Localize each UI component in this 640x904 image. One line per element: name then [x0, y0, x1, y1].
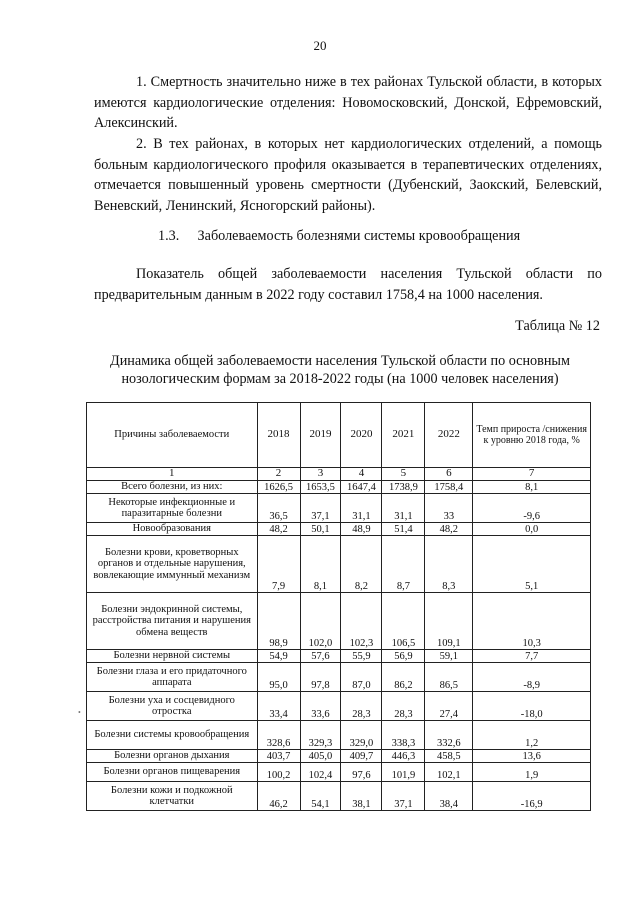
row-year-value: 57,6: [300, 650, 341, 663]
row-year-value: 50,1: [300, 523, 341, 536]
row-growth-value: 5,1: [473, 536, 591, 593]
row-year-value: 59,1: [425, 650, 473, 663]
row-year-value: 54,9: [257, 650, 300, 663]
row-year-value: 55,9: [341, 650, 382, 663]
row-growth-value: 0,0: [473, 523, 591, 536]
row-year-value: 409,7: [341, 750, 382, 763]
row-year-value: 328,6: [257, 721, 300, 750]
row-label: Болезни кожи и подкожной клетчатки: [87, 782, 258, 811]
row-label: Болезни уха и сосцевидного отростка: [87, 692, 258, 721]
table-row: [87, 536, 591, 593]
row-year-value: 31,1: [382, 494, 425, 523]
row-year-value: 33,6: [300, 692, 341, 721]
section-number: 1.3.: [158, 228, 180, 244]
row-growth-value: 13,6: [473, 750, 591, 763]
column-number: 4: [341, 468, 382, 481]
row-year-value: 37,1: [300, 494, 341, 523]
row-year-value: 37,1: [382, 782, 425, 811]
row-year-value: 33,4: [257, 692, 300, 721]
row-label: Болезни нервной системы: [87, 650, 258, 663]
row-label: Болезни эндокринной системы, расстройства питания и нарушения обмена веществ: [87, 593, 258, 650]
row-year-value: 48,9: [341, 523, 382, 536]
paragraph-3: Показатель общей заболеваемости населения Тульской области по предварительным данным в 2022 году составил 1758,4 на 1000 населения.: [94, 266, 602, 303]
row-label: Новообразования: [87, 523, 258, 536]
column-number: 3: [300, 468, 341, 481]
row-year-value: 56,9: [382, 650, 425, 663]
row-label: Всего болезни, из них:: [87, 481, 258, 494]
table-row: [87, 721, 591, 750]
row-growth-value: 10,3: [473, 593, 591, 650]
row-year-value: 86,5: [425, 663, 473, 692]
header-2018: 2018: [257, 403, 300, 468]
row-growth-value: -16,9: [473, 782, 591, 811]
section-title: Заболеваемость болезнями системы кровообращения: [197, 228, 521, 244]
row-year-value: 102,1: [425, 763, 473, 782]
table-row: [87, 650, 591, 663]
paragraph-2: 2. В тех районах, в которых нет кардиологических отделений, а помощь больным кардиологического профиля оказывается в терапевтических отделениях, отмечается повышенный уровень смертности (Дубенский, Заокский, Белевский, Веневский, Ленинский, Ясногорский районы).: [94, 136, 602, 214]
header-2019: 2019: [300, 403, 341, 468]
row-year-value: 8,7: [382, 536, 425, 593]
column-number: 7: [473, 468, 591, 481]
row-year-value: 102,0: [300, 593, 341, 650]
header-2022: 2022: [425, 403, 473, 468]
row-year-value: 86,2: [382, 663, 425, 692]
row-year-value: 329,3: [300, 721, 341, 750]
row-year-value: 28,3: [382, 692, 425, 721]
row-year-value: 329,0: [341, 721, 382, 750]
column-number-row: [87, 468, 591, 481]
row-year-value: 31,1: [341, 494, 382, 523]
row-year-value: 109,1: [425, 593, 473, 650]
table-row: [87, 750, 591, 763]
row-year-value: 100,2: [257, 763, 300, 782]
row-year-value: 338,3: [382, 721, 425, 750]
row-label: Болезни органов пищеварения: [87, 763, 258, 782]
row-year-value: 38,4: [425, 782, 473, 811]
row-year-value: 1626,5: [257, 481, 300, 494]
row-year-value: 46,2: [257, 782, 300, 811]
header-growth-rate: Темп прироста /снижения к уровню 2018 года, %: [473, 403, 591, 468]
table-row: [87, 663, 591, 692]
row-year-value: 97,8: [300, 663, 341, 692]
table-row: [87, 494, 591, 523]
row-year-value: 102,4: [300, 763, 341, 782]
table-row: [87, 593, 591, 650]
row-year-value: 36,5: [257, 494, 300, 523]
row-year-value: 48,2: [257, 523, 300, 536]
section-heading: [158, 228, 520, 245]
row-year-value: 27,4: [425, 692, 473, 721]
column-number: 5: [382, 468, 425, 481]
row-year-value: 8,2: [341, 536, 382, 593]
row-year-value: 48,2: [425, 523, 473, 536]
row-year-value: 33: [425, 494, 473, 523]
table-row: [87, 763, 591, 782]
page-number: 20: [313, 38, 327, 53]
row-year-value: 38,1: [341, 782, 382, 811]
row-year-value: 332,6: [425, 721, 473, 750]
header-2021: 2021: [382, 403, 425, 468]
row-year-value: 95,0: [257, 663, 300, 692]
row-year-value: 1738,9: [382, 481, 425, 494]
table-row: [87, 481, 591, 494]
table-header-row: [87, 403, 591, 468]
row-year-value: 8,1: [300, 536, 341, 593]
row-year-value: 8,3: [425, 536, 473, 593]
row-year-value: 106,5: [382, 593, 425, 650]
row-year-value: 87,0: [341, 663, 382, 692]
row-year-value: 28,3: [341, 692, 382, 721]
column-number: 6: [425, 468, 473, 481]
row-growth-value: 1,2: [473, 721, 591, 750]
row-growth-value: -9,6: [473, 494, 591, 523]
row-year-value: 458,5: [425, 750, 473, 763]
paragraph-1: 1. Смертность значительно ниже в тех районах Тульской области, в которых имеются кардиологические отделения: Новомосковский, Донской, Ефремовский, Алексинский.: [94, 74, 602, 131]
row-growth-value: 1,9: [473, 763, 591, 782]
table-row: [87, 782, 591, 811]
row-year-value: 7,9: [257, 536, 300, 593]
table-row: [87, 692, 591, 721]
row-year-value: 97,6: [341, 763, 382, 782]
row-year-value: 102,3: [341, 593, 382, 650]
row-label: Болезни системы кровообращения: [87, 721, 258, 750]
morbidity-table: [86, 402, 591, 811]
table-caption: Динамика общей заболеваемости населения Тульской области по основным нозологическим формам за 2018-2022 годы (на 1000 человек населения): [110, 353, 570, 387]
row-growth-value: 8,1: [473, 481, 591, 494]
column-number: 2: [257, 468, 300, 481]
table-row: [87, 523, 591, 536]
row-year-value: 51,4: [382, 523, 425, 536]
row-year-value: 1653,5: [300, 481, 341, 494]
row-label: Болезни органов дыхания: [87, 750, 258, 763]
row-year-value: 446,3: [382, 750, 425, 763]
row-growth-value: -18,0: [473, 692, 591, 721]
row-year-value: 405,0: [300, 750, 341, 763]
header-2020: 2020: [341, 403, 382, 468]
row-year-value: 1647,4: [341, 481, 382, 494]
header-cause: Причины заболеваемости: [87, 403, 258, 468]
row-label: Некоторые инфекционные и паразитарные болезни: [87, 494, 258, 523]
row-growth-value: -8,9: [473, 663, 591, 692]
row-growth-value: 7,7: [473, 650, 591, 663]
table-number: Таблица № 12: [515, 318, 600, 334]
row-year-value: 101,9: [382, 763, 425, 782]
row-year-value: 98,9: [257, 593, 300, 650]
row-year-value: 403,7: [257, 750, 300, 763]
column-number: 1: [87, 468, 258, 481]
row-label: Болезни глаза и его придаточного аппарата: [87, 663, 258, 692]
row-year-value: 1758,4: [425, 481, 473, 494]
row-label: Болезни крови, кроветворных органов и отдельные нарушения, вовлекающие иммунный механизм: [87, 536, 258, 593]
margin-mark: •: [78, 708, 81, 717]
row-year-value: 54,1: [300, 782, 341, 811]
